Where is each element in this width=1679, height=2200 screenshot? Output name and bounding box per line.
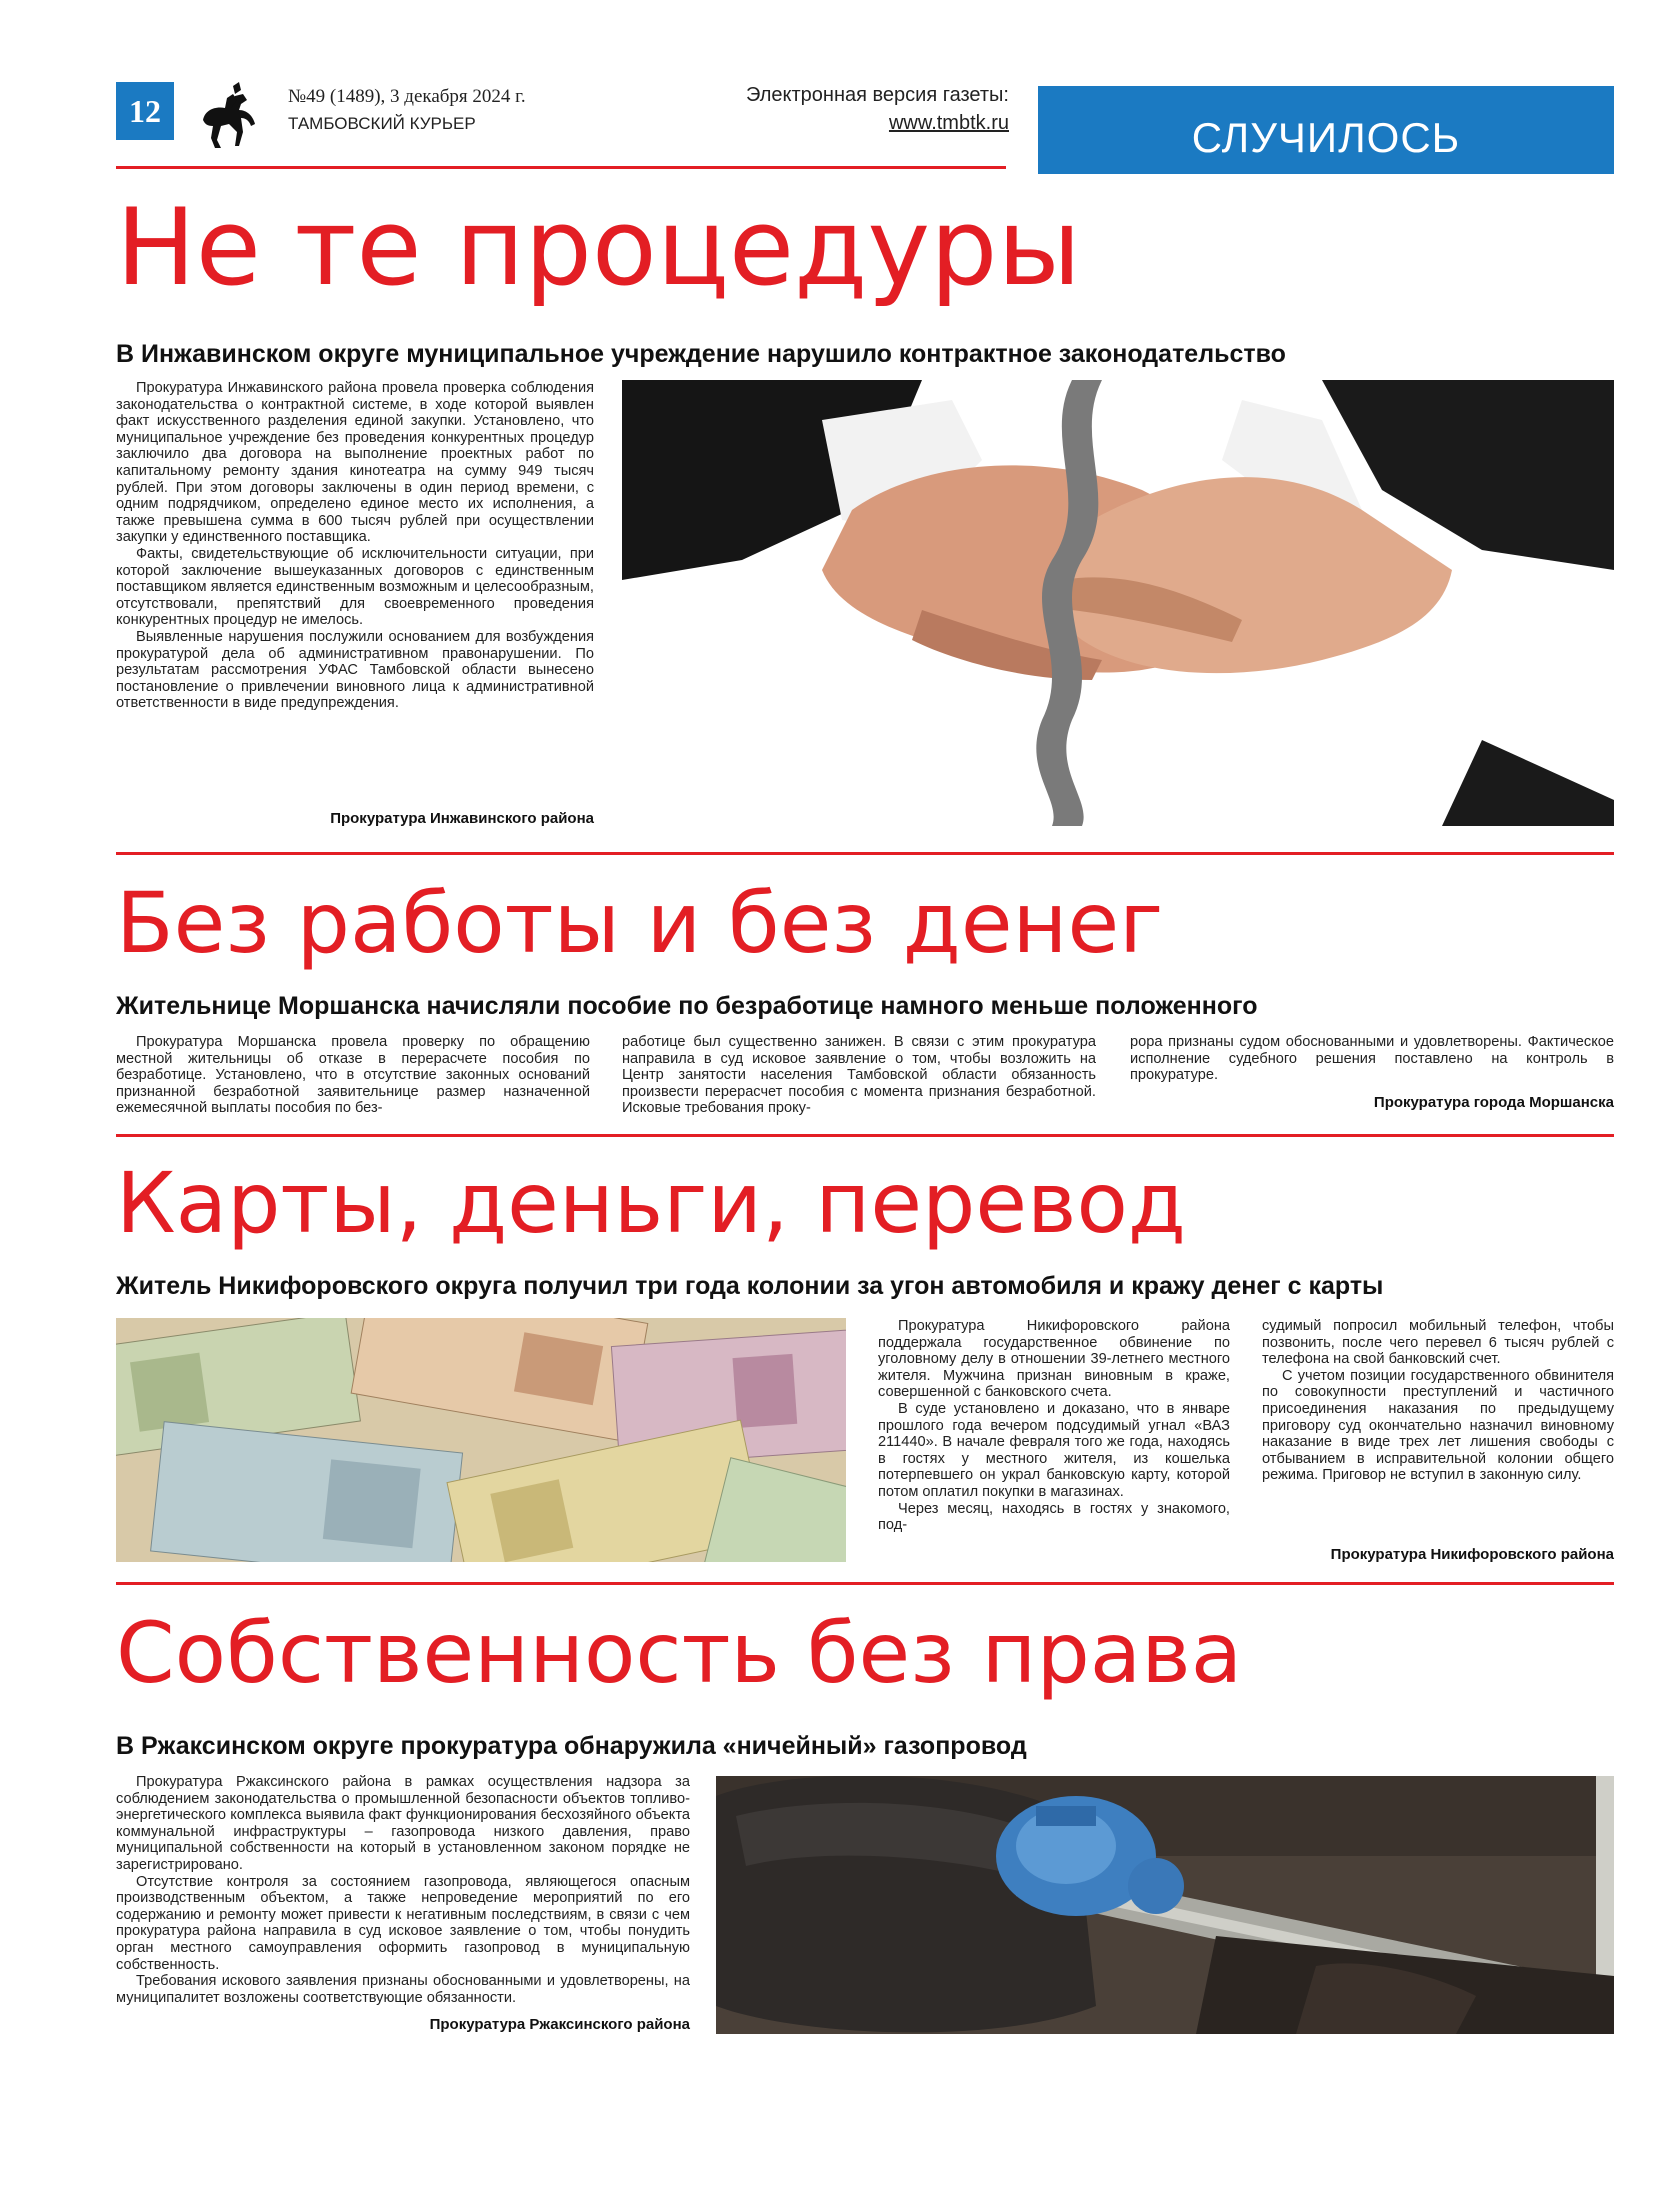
article-headline: Карты, деньги, перевод [116,1154,1186,1252]
paragraph: Прокуратура Инжавинского района провела проверка соблюдения законодательства о контрактной системе, в ходе которой выявлен факт искусственного разделения единой закупки. Установлено, что муниципальное учреждение без проведения конкурентных процедур заключило два договора на выполнение проектных работ по капитальному ремонту здания кинотеатра на сумму 949 тысяч рублей. При этом договоры заключены в один период времени, с одним подрядчиком, определено единое место их исполнения, а также превышена сумма в 600 тысяч рублей при осуществлении закупки у единственного поставщика. [116,380,594,546]
paragraph: судимый попросил мобильный телефон, чтобы позвонить, после чего перевел 6 тысяч рублей с телефона на свой банковский счет. [1262,1318,1614,1368]
article-subhead: В Ржаксинском округе прокуратура обнаружила «ничейный» газопровод [116,1732,1027,1760]
article-signature: Прокуратура Инжавинского района [330,810,594,827]
article-subhead: Житель Никифоровского округа получил три года колонии за угон автомобиля и кражу денег с карты [116,1272,1384,1300]
article-signature: Прокуратура Никифоровского района [1330,1546,1614,1563]
article-subhead: В Инжавинском округе муниципальное учреждение нарушило контрактное законодательство [116,340,1286,368]
site-link[interactable]: www.tmbtk.ru [888,112,1009,134]
paragraph: Прокуратура Никифоровского района поддержала государственное обвинение по уголовному делу в отношении 39-летнего местного жителя. Мужчина признан виновным в краже, совершенной с банковского счета. [878,1318,1230,1401]
newspaper-name: ТАМБОВСКИЙ КУРЬЕР [288,114,476,133]
paragraph: В суде установлено и доказано, что в январе прошлого года вечером подсудимый угнал «ВАЗ 211440». В начале февраля того же года, находясь в гостях у местного жителя, из кошелька потерпевшего он украл банковскую карту, которой потом оплатил покупки в магазинах. [878,1400,1230,1500]
paragraph: рора признаны судом обоснованными и удовлетворены. Фактическое исполнение судебного решения поставлено на контроль в прокуратуре. [1130,1034,1614,1084]
section-divider [116,1134,1614,1137]
section-divider [116,1582,1614,1585]
paragraph: Прокуратура Ржаксинского района в рамках осуществления надзора за соблюдением законодательства о промышленной безопасности объектов топливо-энергетического комплекса выявила факт функционирования бесхозяйного объекта коммунальной инфраструктуры – газопровода низкого давления, право муниципальной собственности на который в установленном законом порядке не зарегистрировано. [116,1774,690,1873]
article-column [116,1034,590,1117]
paragraph: Выявленные нарушения послужили основанием для возбуждения прокуратурой дела об административном правонарушении. По результатам рассмотрения УФАС Тамбовской области вынесено постановление о привлечении виновного лица к административной ответственности в виде предупреждения. [116,628,594,712]
paragraph: Через месяц, находясь в гостях у знакомого, под- [878,1500,1230,1534]
edition-label: Электронная версия газеты: [746,84,1009,106]
article-column [1130,1034,1614,1084]
issue-info: №49 (1489), 3 декабря 2024 г. [288,86,526,107]
paragraph: Прокуратура Моршанска провела проверку по обращению местной жительницы об отказе в перерасчете пособия по безработице. Установлено, что в отсутствие законных оснований признанной безработной заявительнице размер назначенной ежемесячной выплаты пособия по без- [116,1034,590,1117]
section-rubric: СЛУЧИЛОСЬ [1038,86,1614,174]
article-column [878,1318,1230,1534]
paragraph: С учетом позиции государственного обвинителя по совокупности преступлений и частичного присоединения наказания по предыдущему приговору суд окончательно назначил виновному наказание в виде трех лет лишения свободы с отбыванием в исправительной колонии общего режима. Приговор не вступил в законную силу. [1262,1367,1614,1484]
article-signature: Прокуратура Ржаксинского района [429,2016,690,2033]
banknotes-photo [116,1318,846,1562]
section-divider [116,852,1614,855]
header-rule [116,166,1006,169]
paragraph: Требования искового заявления признаны обоснованными и удовлетворены, на муниципалитет возложены соответствующие обязанности. [116,1973,690,2006]
paragraph: работице был существенно занижен. В связи с этим прокуратура направила в суд исковое заявление о том, чтобы возложить на Центр занятости населения Тамбовской области обязанность произвести перерасчет пособия с момента признания безработной. Исковые требования проку- [622,1034,1096,1117]
article-signature: Прокуратура города Моршанска [1373,1094,1614,1111]
article-headline: Не те процедуры [116,186,1082,309]
article-body [116,1774,690,2006]
horseman-logo-icon [195,80,261,150]
article-body [116,380,594,712]
paragraph: Отсутствие контроля за состоянием газопровода, являющегося опасным производственным объектом, а также непроведение мероприятий по его содержанию и ремонту может привести к негативным последствиям, в связи с чем прокуратура района направила в суд исковое заявление о том, чтобы понудить орган местного самоуправления оформить газопровод в муниципальную собственность. [116,1873,690,1973]
article-column [1262,1318,1614,1484]
article-headline: Без работы и без денег [116,874,1164,972]
article-column [622,1034,1096,1117]
page-number: 12 [116,82,174,140]
paragraph: Факты, свидетельствующие об исключительности ситуации, при которой заключение вышеуказанных договоров с единственным поставщиком является единственным возможным и целесообразным, отсутствовали, препятствий для своевременного проведения конкурентных процедур не имелось. [116,545,594,629]
article-headline: Собственность без права [116,1604,1243,1702]
article-subhead: Жительнице Моршанска начисляли пособие по безработице намного меньше положенного [116,992,1258,1020]
gas-pipe-photo [716,1776,1614,2034]
handshake-photo [622,380,1614,826]
